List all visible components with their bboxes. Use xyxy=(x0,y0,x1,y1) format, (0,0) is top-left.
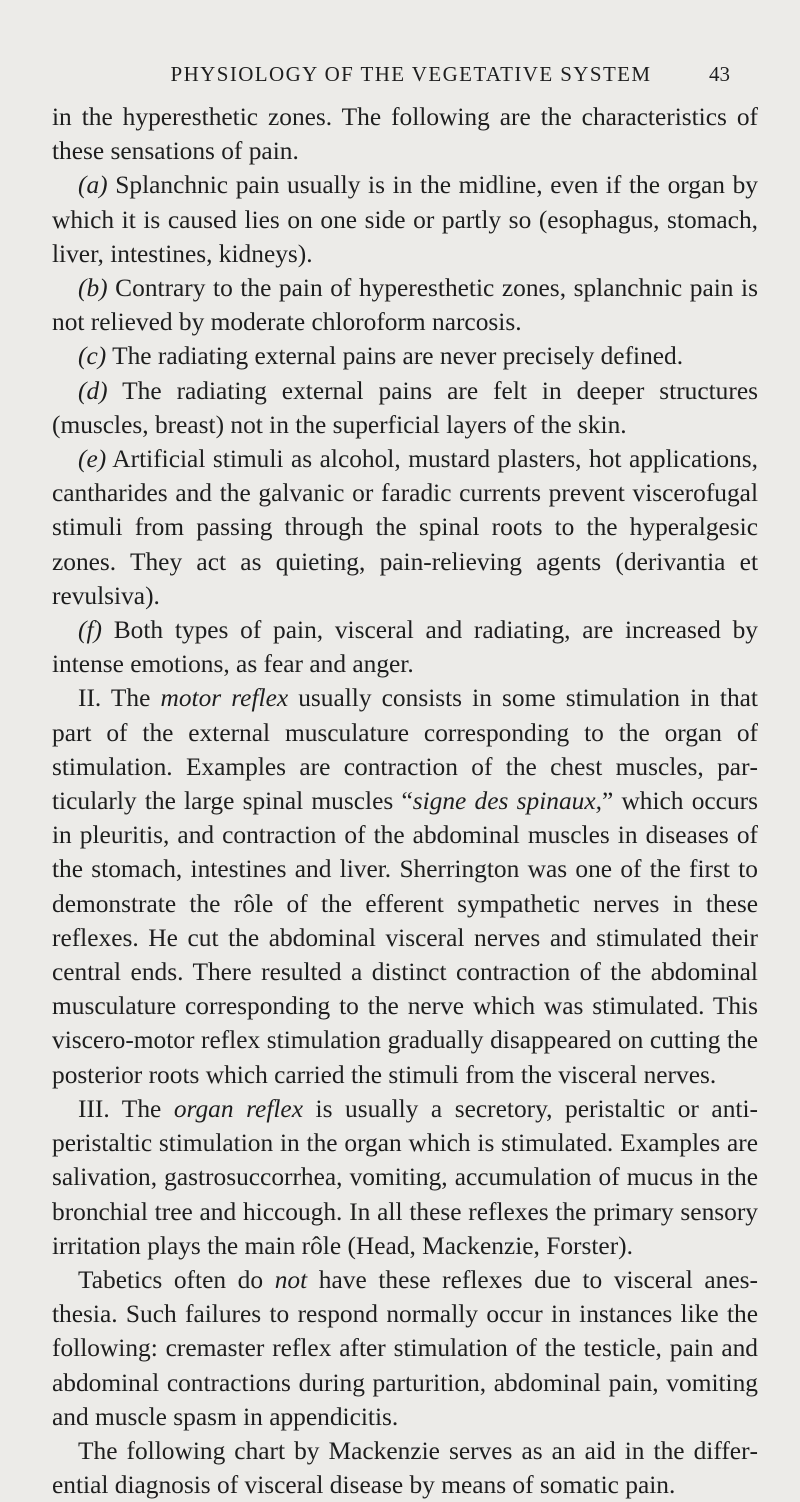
item-label: (a) xyxy=(78,171,108,200)
paragraph-text: The radiating external pains are never precisely defined. xyxy=(106,342,684,371)
paragraph-tabetics xyxy=(52,1263,758,1434)
paragraph-motor-reflex xyxy=(52,681,758,1091)
paragraph-item-f xyxy=(52,613,758,681)
paragraph-text: in the hyperesthetic zones. The following are the characteristics of these sensations of pain. xyxy=(52,103,758,166)
item-label: (d) xyxy=(78,376,108,405)
paragraph-text: is usually a secretory, peristaltic or antiperistaltic stimulation in the organ which is stimulated. Examples are salivation, gastrosuccorrhea, vomiting, accumulation of mucus in the bronchial tree and hiccough. In all these reflexes the primary sensory irritation plays the main rôle (Head, Mackenzie, Forster). xyxy=(52,1094,758,1260)
emphasis-motor-reflex: motor reflex xyxy=(160,684,289,713)
paragraph-chart-intro xyxy=(52,1434,758,1502)
paragraph-organ-reflex xyxy=(52,1092,758,1263)
emphasis-organ-reflex: organ reflex xyxy=(173,1094,303,1123)
paragraph-text: Both types of pain, visceral and radiating, are increased by intense emotions, as fear and anger. xyxy=(52,616,758,679)
running-head xyxy=(52,62,758,92)
paragraph-item-b xyxy=(52,271,758,339)
paragraph-text-continued: ” which occurs in pleuritis, and contraction of the abdominal muscles in diseases of the stomach, intestines and liver. Sherrington was one of the first to demonstrate the rôle of the efferent sympathetic nerves in these reflexes. He cut the abdominal visceral nerves and stimulated their central ends. There resulted a distinct contraction of the abdominal musculature corresponding to the nerve which was stimulated. This viscero-motor reflex stimulation gradually disappeared on cutting the posterior roots which carried the stimuli from the visceral nerves. xyxy=(52,787,758,1089)
body-text xyxy=(52,100,758,1502)
paragraph-item-d xyxy=(52,374,758,442)
paragraph-item-e xyxy=(52,442,758,613)
item-label: (e) xyxy=(78,445,107,474)
item-label: (b) xyxy=(78,274,108,303)
emphasis-signe-des-spinaux: signe des spinaux, xyxy=(412,787,602,816)
paragraph-text: have these reflexes due to visceral anesthesia. Such failures to respond normally occur in instances like the following: cremaster reflex after stimulation of the testicle, pain and abdominal contractions during parturition, abdominal pain, vomiting and muscle spasm in appendicitis. xyxy=(52,1265,758,1431)
paragraph-text: usually consists in some stimulation in that part of the external musculature corresponding to the organ of stimulation. Examples are contraction of the chest muscles, particularly the large spinal muscles “ xyxy=(52,684,758,816)
paragraph-item-c xyxy=(52,339,758,373)
paragraph-text: Splanchnic pain usually is in the midline, even if the organ by which it is caused lies on one side or partly so (esophagus, stomach, liver, intestines, kidneys). xyxy=(52,171,758,268)
paragraph-intro xyxy=(52,100,758,168)
paragraph-text: Contrary to the pain of hyperesthetic zones, splanchnic pain is not relieved by moderate chloroform narcosis. xyxy=(52,274,758,337)
paragraph-lead: III. The xyxy=(78,1094,174,1123)
paragraph-text: The radiating external pains are felt in deeper structures (muscles, breast) not in the superficial layers of the skin. xyxy=(52,376,758,439)
running-title: PHYSIOLOGY OF THE VEGETATIVE SYSTEM xyxy=(170,62,652,86)
paragraph-lead: II. The xyxy=(78,684,161,713)
paragraph-text: The following chart by Mackenzie serves as an aid in the differential diagnosis of visceral disease by means of somatic pain. xyxy=(52,1436,758,1500)
paragraph-item-a xyxy=(52,168,758,271)
paragraph-lead: Tabetics often do xyxy=(78,1265,275,1294)
paragraph-text: Artificial stimuli as alcohol, mustard plasters, hot applications, cantharides and the galvanic or faradic currents prevent viscerofugal stimuli from passing through the spinal roots to the hyperalgesic zones. They act as quieting, pain-relieving agents (derivantia et revulsiva). xyxy=(52,445,758,610)
page-number: 43 xyxy=(709,62,730,86)
item-label: (f) xyxy=(78,616,102,645)
emphasis-not: not xyxy=(274,1265,308,1294)
item-label: (c) xyxy=(78,342,107,371)
